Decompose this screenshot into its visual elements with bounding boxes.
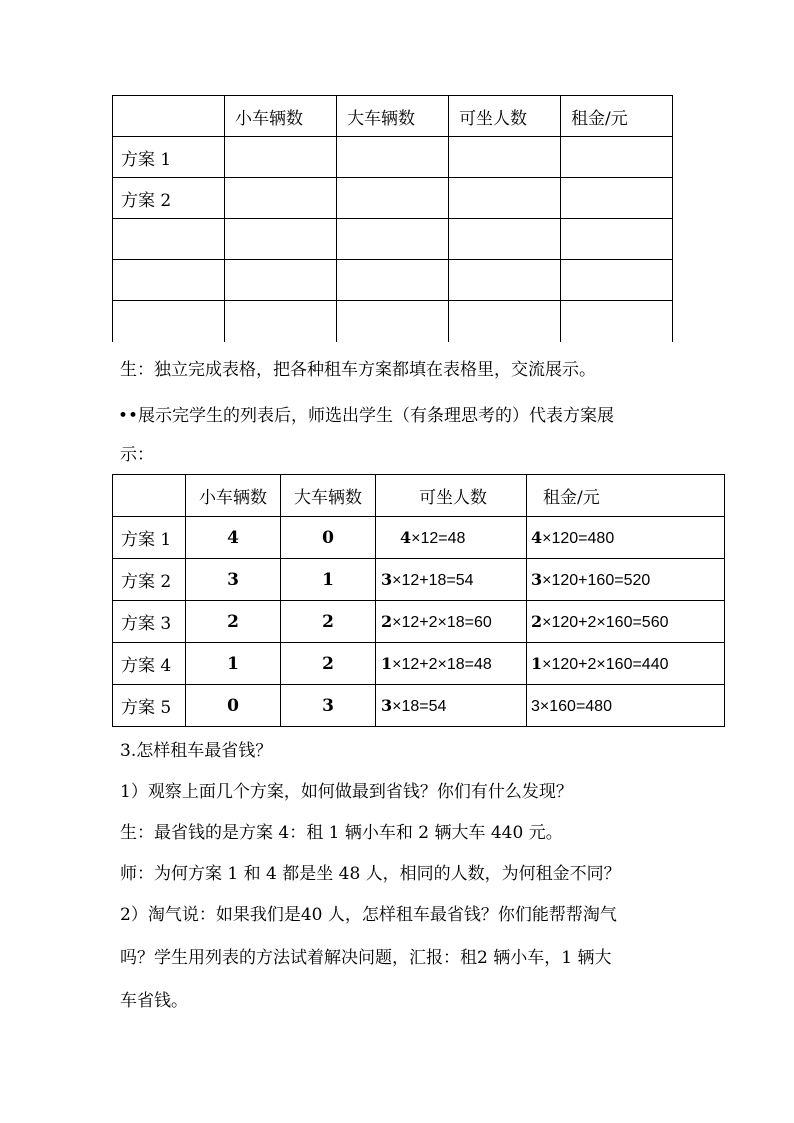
rent-cell: [527, 517, 725, 559]
table-cell: [449, 301, 561, 342]
big-count-cell: 3: [281, 685, 376, 727]
big-count-cell: 0: [281, 517, 376, 559]
table-row: [113, 643, 725, 685]
table-cell: [337, 260, 449, 301]
plan-cell: 方案 4: [113, 643, 186, 685]
blank-plan-table: [112, 95, 673, 342]
small-count-cell: 4: [186, 517, 281, 559]
table-cell: [561, 178, 673, 219]
small-count-cell: 3: [186, 559, 281, 601]
paragraph: 吗？学生用列表的方法试着解决问题，汇报：租2 辆小车，1 辆大: [120, 948, 612, 968]
people-expr: ×18=54: [392, 697, 447, 715]
rent-expr: ×120=480: [542, 529, 615, 547]
paragraph: 生：独立完成表格，把各种租车方案都填在表格里，交流展示。: [120, 360, 596, 380]
rent-expr: ×120+160=520: [542, 571, 651, 589]
people-expr: ×12+18=54: [392, 571, 474, 589]
table-cell: [113, 301, 225, 342]
big-count-cell: 1: [281, 559, 376, 601]
table-header-row: [113, 475, 725, 517]
table-cell: [337, 301, 449, 342]
plan-cell: 方案 1: [113, 517, 186, 559]
table-row: [113, 559, 725, 601]
rent-lead: 1: [531, 653, 543, 673]
paragraph: 生：最省钱的是方案 4：租 1 辆小车和 2 辆大车 440 元。: [120, 823, 563, 843]
header-cell: 租金/元: [527, 475, 725, 517]
rent-expr: ×120+2×160=560: [542, 613, 669, 631]
table-cell: [561, 137, 673, 178]
plan-table: [112, 474, 725, 727]
table-cell: [449, 219, 561, 260]
people-cell: [376, 643, 527, 685]
table-cell: [337, 137, 449, 178]
table-cell: [225, 178, 337, 219]
small-count-cell: 2: [186, 601, 281, 643]
paragraph: 车省钱。: [120, 991, 188, 1011]
people-lead: 2: [381, 611, 393, 631]
section-heading: 3.怎样租车最省钱？: [120, 741, 273, 761]
table-cell: [337, 219, 449, 260]
table-cell: [561, 219, 673, 260]
rent-lead: 3: [531, 569, 543, 589]
people-lead: 3: [381, 569, 393, 589]
paragraph: 示：: [120, 445, 154, 465]
plan-cell: 方案 3: [113, 601, 186, 643]
people-cell: [376, 685, 527, 727]
big-count-cell: 2: [281, 601, 376, 643]
rent-lead: 2: [531, 611, 543, 631]
rent-cell: [527, 559, 725, 601]
header-cell: 租金/元: [561, 96, 673, 137]
people-cell: [376, 601, 527, 643]
header-cell: 可坐人数: [449, 96, 561, 137]
table-row: [113, 601, 725, 643]
table-header-row: [113, 96, 673, 137]
table-row: [113, 260, 673, 301]
table-cell: [449, 137, 561, 178]
rent-expr: ×120+2×160=440: [542, 655, 669, 673]
table-cell: [113, 219, 225, 260]
table-cell: [449, 178, 561, 219]
table-cell: 方案 2: [113, 178, 225, 219]
table-row: [113, 219, 673, 260]
small-count-cell: 0: [186, 685, 281, 727]
plan-cell: 方案 5: [113, 685, 186, 727]
rent-cell: [527, 685, 725, 727]
plan-cell: 方案 2: [113, 559, 186, 601]
rent-cell: [527, 643, 725, 685]
table-cell: [449, 260, 561, 301]
paragraph: 1）观察上面几个方案，如何做最到省钱？你们有什么发现？: [120, 782, 573, 802]
table-row: [113, 178, 673, 219]
rent-expr: 3×160=480: [531, 697, 612, 715]
people-lead: 3: [381, 695, 393, 715]
header-cell: 小车辆数: [186, 475, 281, 517]
header-cell: 大车辆数: [337, 96, 449, 137]
header-cell: [113, 475, 186, 517]
table-cell: [225, 260, 337, 301]
table-cell: [337, 178, 449, 219]
table-cell: 方案 1: [113, 137, 225, 178]
header-cell: 大车辆数: [281, 475, 376, 517]
paragraph: ••展示完学生的列表后，师选出学生（有条理思考的）代表方案展: [118, 406, 615, 426]
rent-cell: [527, 601, 725, 643]
table-row: [113, 301, 673, 342]
people-expr: ×12+2×18=48: [392, 655, 492, 673]
big-count-cell: 2: [281, 643, 376, 685]
table-cell: [561, 301, 673, 342]
people-expr: ×12=48: [411, 529, 466, 547]
header-cell: 可坐人数: [376, 475, 527, 517]
table-row: [113, 685, 725, 727]
people-cell: [376, 517, 527, 559]
paragraph: 师：为何方案 1 和 4 都是坐 48 人，相同的人数，为何租金不同？: [120, 864, 621, 884]
people-lead: 1: [381, 653, 393, 673]
people-cell: [376, 559, 527, 601]
people-lead: 4: [400, 527, 412, 547]
table-row: [113, 517, 725, 559]
paragraph: 2）淘气说：如果我们是40 人，怎样租车最省钱？你们能帮帮淘气: [120, 905, 617, 925]
header-cell: [113, 96, 225, 137]
header-cell: 小车辆数: [225, 96, 337, 137]
table-cell: [225, 301, 337, 342]
table-cell: [561, 260, 673, 301]
people-expr: ×12+2×18=60: [392, 613, 492, 631]
table-cell: [225, 219, 337, 260]
table-cell: [113, 260, 225, 301]
small-count-cell: 1: [186, 643, 281, 685]
table-row: [113, 137, 673, 178]
table-cell: [225, 137, 337, 178]
rent-lead: 4: [531, 527, 543, 547]
